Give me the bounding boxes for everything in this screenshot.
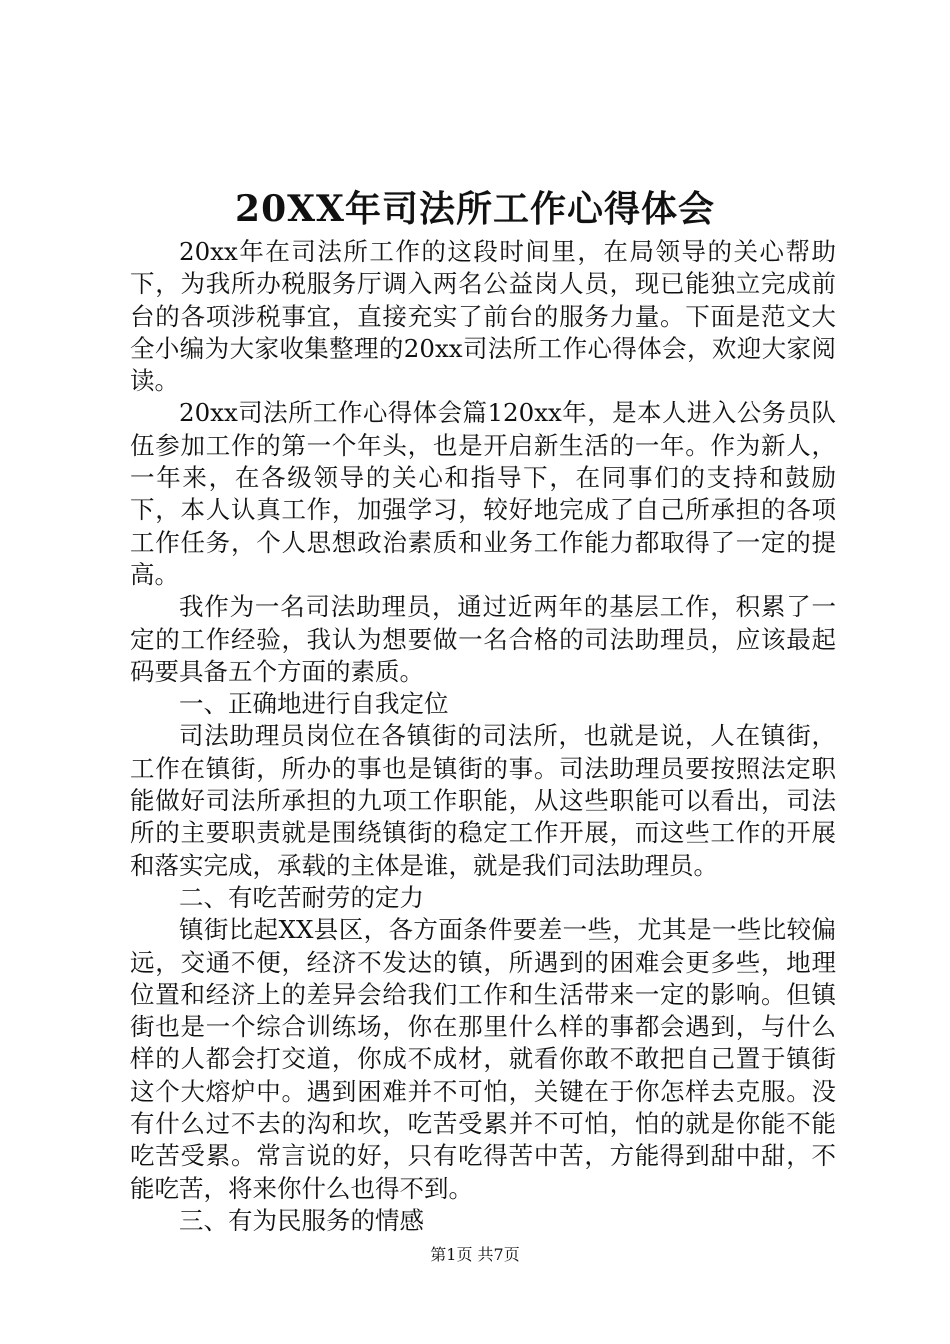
- section-heading-3: 三、有为民服务的情感: [179, 1205, 424, 1235]
- page-number-footer: 第1页 共7页: [430, 1245, 520, 1264]
- section-heading-1: 一、正确地进行自我定位: [179, 689, 449, 719]
- document-body: [130, 236, 836, 1237]
- paragraph-article-1: 20xx司法所工作心得体会篇120xx年，是本人进入公务员队伍参加工作的第一个年头，也是开启新生活的一年。作为新人，一年来，在各级领导的关心和指导下，在同事们的支持和鼓励下，本人认真工作，加强学习，较好地完成了自己所承担的各项工作任务，个人思想政治素质和业务工作能力都取得了一定的提高。: [130, 398, 836, 589]
- paragraph-section-2: 镇街比起XX县区，各方面条件要差一些，尤其是一些比较偏远，交通不便，经济不发达的镇，所遇到的困难会更多些，地理位置和经济上的差异会给我们工作和生活带来一定的影响。但镇街也是一个综合训练场，你在那里什么样的事都会遇到，与什么样的人都会打交道，你成不成材，就看你敢不敢把自己置于镇街这个大熔炉中。遇到困难并不可怕，关键在于你怎样去克服。没有什么过不去的沟和坎，吃苦受累并不可怕，怕的就是你能不能吃苦受累。常言说的好，只有吃得苦中苦，方能得到甜中甜，不能吃苦，将来你什么也得不到。: [130, 915, 836, 1203]
- document-title: 20XX年司法所工作心得体会: [235, 188, 715, 230]
- paragraph-section-1: 司法助理员岗位在各镇街的司法所，也就是说，人在镇街，工作在镇街，所办的事也是镇街的事。司法助理员要按照法定职能做好司法所承担的九项工作职能，从这些职能可以看出，司法所的主要职责就是围绕镇街的稳定工作开展，而这些工作的开展和落实完成，承载的主体是谁，就是我们司法助理员。: [130, 721, 836, 880]
- paragraph-five-qualities: 我作为一名司法助理员，通过近两年的基层工作，积累了一定的工作经验，我认为想要做一名合格的司法助理员，应该最起码要具备五个方面的素质。: [130, 592, 836, 686]
- section-heading-2: 二、有吃苦耐劳的定力: [179, 882, 424, 912]
- paragraph-intro: 20xx年在司法所工作的这段时间里，在局领导的关心帮助下，为我所办税服务厅调入两名公益岗人员，现已能独立完成前台的各项涉税事宜，直接充实了前台的服务力量。下面是范文大全小编为大家收集整理的20xx司法所工作心得体会，欢迎大家阅读。: [130, 237, 836, 396]
